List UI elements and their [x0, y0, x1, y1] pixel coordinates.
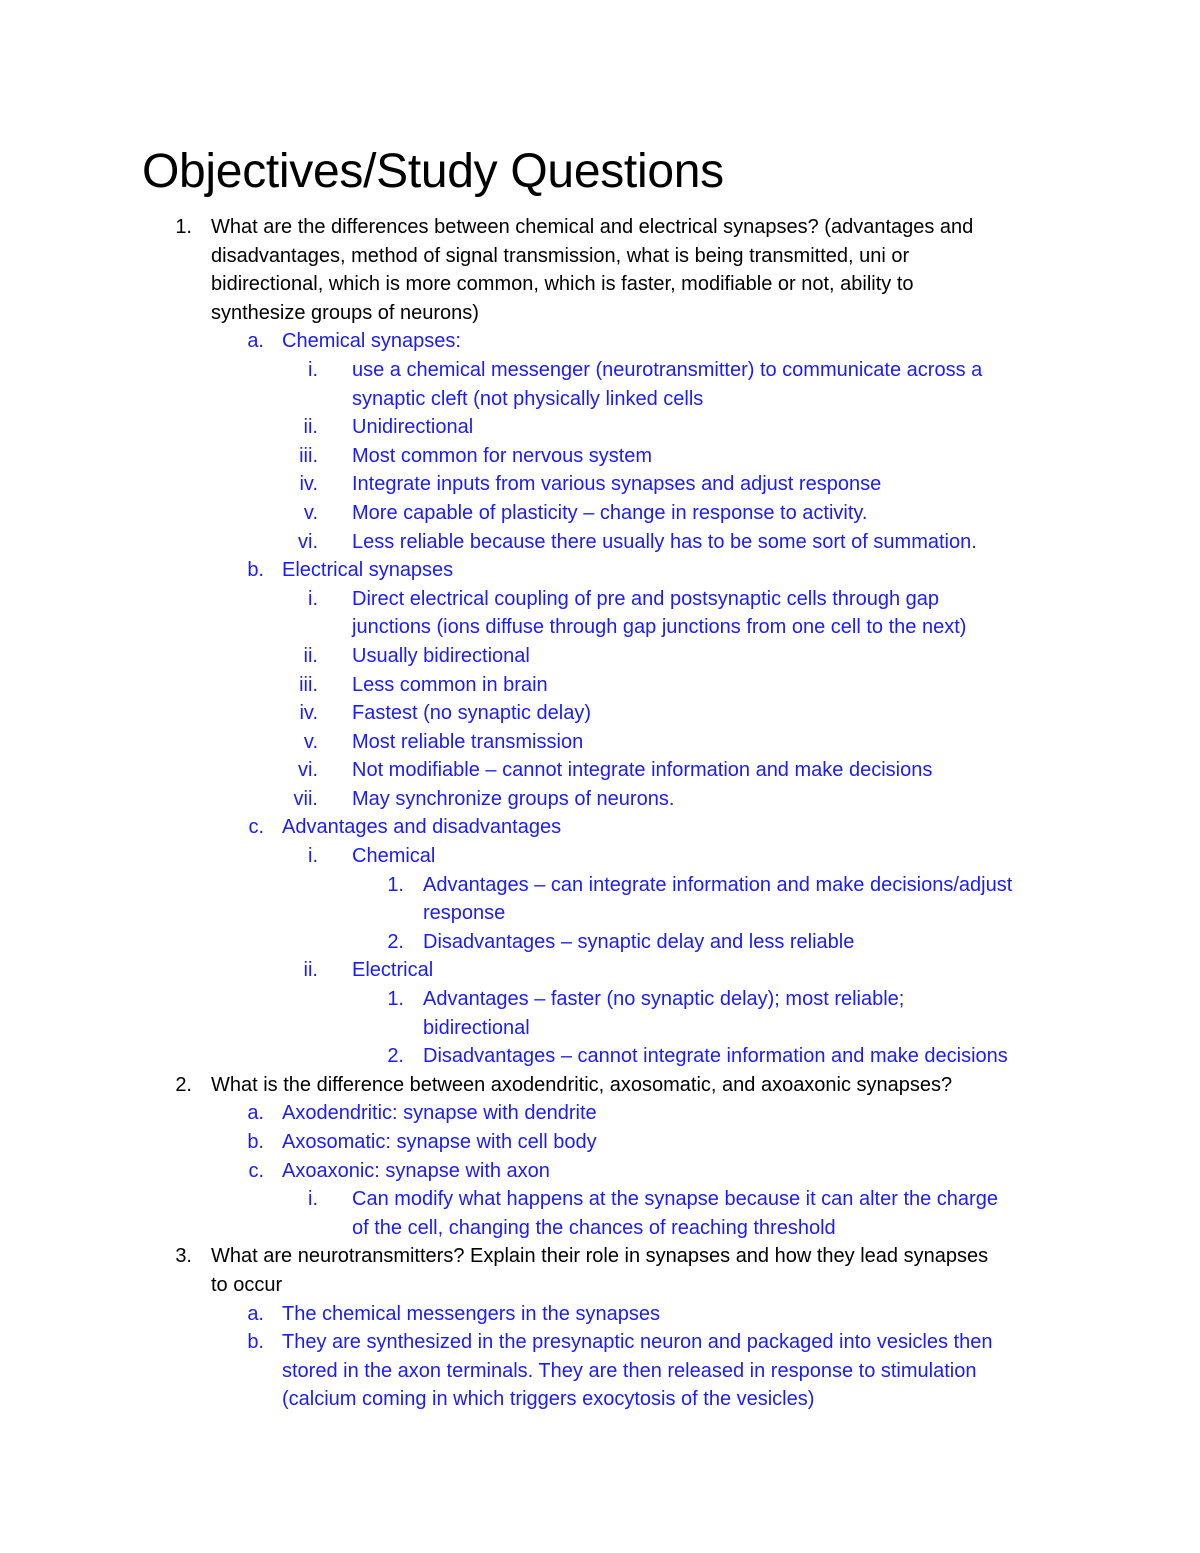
- list-item: [0, 1357, 1200, 1386]
- list-item: [0, 242, 1200, 271]
- list-item-text: bidirectional: [423, 1016, 530, 1039]
- list-item: [0, 842, 1200, 871]
- list-item-marker: vii.: [293, 787, 318, 810]
- list-item: [0, 1042, 1200, 1071]
- list-item-text: response: [423, 902, 506, 925]
- list-item: [0, 699, 1200, 728]
- list-item-text: Advantages – faster (no synaptic delay); most reliable;: [423, 988, 905, 1011]
- list-item-text: Direct electrical coupling of pre and postsynaptic cells through gap: [352, 587, 939, 610]
- list-item-marker: 3.: [175, 1245, 192, 1268]
- list-item-text: What are the differences between chemical and electrical synapses? (advantages and: [211, 216, 974, 238]
- list-item-marker: i.: [308, 1188, 318, 1211]
- list-item: [0, 1328, 1200, 1357]
- list-item: [0, 470, 1200, 499]
- page-title: Objectives/Study Questions: [142, 145, 724, 198]
- list-item: [0, 356, 1200, 385]
- list-item-text: Electrical synapses: [282, 559, 454, 582]
- list-item-text: They are synthesized in the presynaptic neuron and packaged into vesicles then: [282, 1331, 993, 1354]
- list-item-marker: 1.: [175, 216, 192, 238]
- list-item-text: bidirectional, which is more common, which is faster, modifiable or not, ability to: [211, 273, 914, 296]
- list-item: [0, 1242, 1200, 1271]
- list-item-text: Disadvantages – cannot integrate information and make decisions: [423, 1045, 1008, 1068]
- list-item-text: synthesize groups of neurons): [211, 301, 479, 324]
- list-item-text: Electrical: [352, 959, 434, 982]
- list-item-marker: 2.: [175, 1073, 192, 1096]
- list-item: [0, 299, 1200, 328]
- list-item: [0, 1128, 1200, 1157]
- list-item-text: The chemical messengers in the synapses: [282, 1302, 660, 1325]
- list-item: [0, 528, 1200, 557]
- list-item-text: May synchronize groups of neurons.: [352, 787, 675, 810]
- list-item-marker: 2.: [387, 1045, 404, 1068]
- list-item-text: Fastest (no synaptic delay): [352, 702, 591, 725]
- list-item: [0, 1099, 1200, 1128]
- list-item-text: Less common in brain: [352, 673, 548, 696]
- list-item: [0, 213, 1200, 242]
- list-item: [0, 899, 1200, 928]
- list-item-text: Most common for nervous system: [352, 444, 653, 467]
- list-item-marker: iv.: [299, 473, 318, 496]
- list-item: [0, 1271, 1200, 1300]
- list-item-marker: iii.: [299, 444, 318, 467]
- list-item: [0, 1157, 1200, 1186]
- list-item-marker: a.: [247, 330, 264, 353]
- list-item-marker: 1.: [387, 988, 404, 1011]
- list-item-text: More capable of plasticity – change in response to activity.: [352, 501, 868, 524]
- list-item: [0, 442, 1200, 471]
- list-item: [0, 785, 1200, 814]
- list-item: [0, 1014, 1200, 1043]
- list-item: [0, 499, 1200, 528]
- list-item: [0, 956, 1200, 985]
- list-item: [0, 642, 1200, 671]
- list-item-text: Advantages and disadvantages: [282, 816, 562, 839]
- list-item: [0, 985, 1200, 1014]
- list-item-text: use a chemical messenger (neurotransmitter) to communicate across a: [352, 358, 983, 381]
- study-questions-list: [0, 213, 1200, 1414]
- list-item-text: Axoaxonic: synapse with axon: [282, 1159, 550, 1182]
- list-item-marker: 2.: [387, 930, 404, 953]
- list-item-marker: c.: [248, 1159, 264, 1182]
- list-item-text: to occur: [211, 1273, 283, 1296]
- list-item-marker: i.: [308, 845, 318, 868]
- list-item: [0, 871, 1200, 900]
- list-item: [0, 613, 1200, 642]
- list-item-marker: a.: [247, 1102, 264, 1125]
- list-item-text: Not modifiable – cannot integrate information and make decisions: [352, 759, 933, 782]
- list-item-marker: a.: [247, 1302, 264, 1325]
- list-item-marker: c.: [248, 816, 264, 839]
- list-item-text: of the cell, changing the chances of reaching threshold: [352, 1216, 836, 1239]
- list-item-marker: b.: [247, 559, 264, 582]
- list-item-text: Less reliable because there usually has to be some sort of summation.: [352, 530, 977, 553]
- list-item: [0, 556, 1200, 585]
- list-item: [0, 756, 1200, 785]
- list-item-text: Advantages – can integrate information and make decisions/adjust: [423, 873, 1013, 896]
- list-item-text: What are neurotransmitters? Explain their role in synapses and how they lead synapses: [211, 1245, 989, 1268]
- list-item: [0, 1385, 1200, 1414]
- list-item-marker: iv.: [299, 702, 318, 725]
- list-item: [0, 1185, 1200, 1214]
- list-item-marker: vi.: [298, 759, 318, 782]
- list-item-marker: vi.: [298, 530, 318, 553]
- list-item-marker: ii.: [303, 416, 318, 439]
- list-item-marker: b.: [247, 1331, 264, 1354]
- list-item-text: What is the difference between axodendritic, axosomatic, and axoaxonic synapses?: [211, 1073, 953, 1096]
- list-item-text: Axodendritic: synapse with dendrite: [282, 1102, 597, 1125]
- list-item-text: Most reliable transmission: [352, 730, 584, 753]
- list-item: [0, 1300, 1200, 1329]
- list-item-marker: v.: [303, 730, 318, 753]
- list-item-text: Usually bidirectional: [352, 644, 530, 667]
- list-item: [0, 813, 1200, 842]
- list-item-text: stored in the axon terminals. They are then released in response to stimulation: [282, 1359, 977, 1382]
- list-item: [0, 413, 1200, 442]
- list-item: [0, 270, 1200, 299]
- list-item-marker: 1.: [387, 873, 404, 896]
- list-item-text: Integrate inputs from various synapses and adjust response: [352, 473, 882, 496]
- list-item-marker: i.: [308, 587, 318, 610]
- list-item-marker: ii.: [303, 959, 318, 982]
- list-item: [0, 385, 1200, 414]
- list-item-text: Chemical: [352, 845, 436, 868]
- list-item-text: Can modify what happens at the synapse because it can alter the charge: [352, 1188, 998, 1211]
- list-item: [0, 585, 1200, 614]
- list-item-marker: ii.: [303, 644, 318, 667]
- list-item-marker: i.: [308, 358, 318, 381]
- list-item-text: junctions (ions diffuse through gap junctions from one cell to the next): [352, 616, 967, 639]
- list-item-marker: iii.: [299, 673, 318, 696]
- list-item-text: disadvantages, method of signal transmission, what is being transmitted, uni or: [211, 244, 910, 267]
- list-item-text: synaptic cleft (not physically linked cells: [352, 387, 704, 410]
- list-item: [0, 1071, 1200, 1100]
- list-item-text: Axosomatic: synapse with cell body: [282, 1131, 597, 1153]
- list-item-marker: b.: [247, 1131, 264, 1153]
- list-item: [0, 671, 1200, 700]
- list-item: [0, 928, 1200, 957]
- list-item: [0, 327, 1200, 356]
- list-item-text: (calcium coming in which triggers exocytosis of the vesicles): [282, 1388, 815, 1411]
- list-item-text: Disadvantages – synaptic delay and less reliable: [423, 930, 855, 953]
- list-item-marker: v.: [303, 501, 318, 524]
- list-item: [0, 728, 1200, 757]
- list-item-text: Unidirectional: [352, 416, 474, 439]
- list-item: [0, 1214, 1200, 1243]
- list-item-text: Chemical synapses:: [282, 330, 461, 353]
